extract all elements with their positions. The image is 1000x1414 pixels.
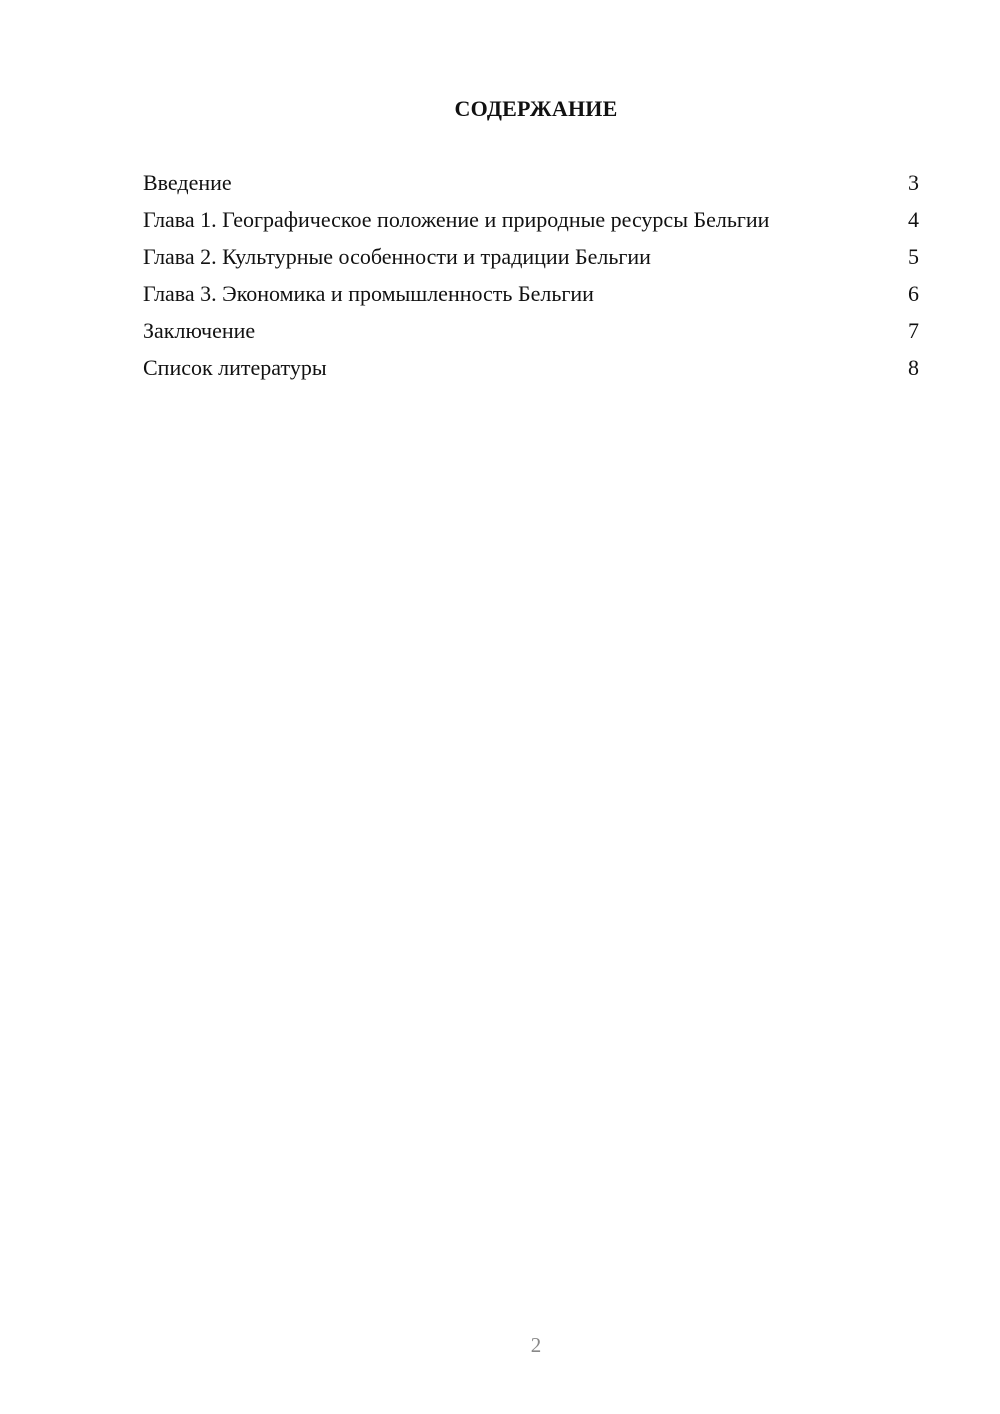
- toc-entry-page: 6: [908, 281, 919, 306]
- toc-entry-page: 8: [908, 355, 919, 380]
- toc-entry-page: 4: [908, 207, 919, 232]
- toc-entry-conclusion[interactable]: [143, 318, 919, 344]
- toc-entry-text: Введение: [143, 170, 232, 195]
- table-of-contents: [143, 170, 919, 392]
- toc-entry-page: 7: [908, 318, 919, 343]
- toc-entry-text: Список литературы: [143, 355, 327, 380]
- page-title: СОДЕРЖАНИЕ: [454, 96, 618, 121]
- toc-entry-page: 3: [908, 170, 919, 195]
- toc-entry-chapter-1[interactable]: [143, 207, 919, 233]
- toc-entry-page: 5: [908, 244, 919, 269]
- toc-entry-introduction[interactable]: [143, 170, 919, 196]
- toc-entry-text: Глава 2. Культурные особенности и традиции Бельгии: [143, 244, 651, 269]
- page-number: 2: [530, 1333, 542, 1357]
- toc-entry-text: Глава 3. Экономика и промышленность Бельгии: [143, 281, 594, 306]
- toc-entry-chapter-2[interactable]: [143, 244, 919, 270]
- toc-entry-references[interactable]: [143, 355, 919, 381]
- toc-entry-text: Глава 1. Географическое положение и природные ресурсы Бельгии: [143, 207, 770, 232]
- toc-entry-text: Заключение: [143, 318, 256, 343]
- toc-entry-chapter-3[interactable]: [143, 281, 919, 307]
